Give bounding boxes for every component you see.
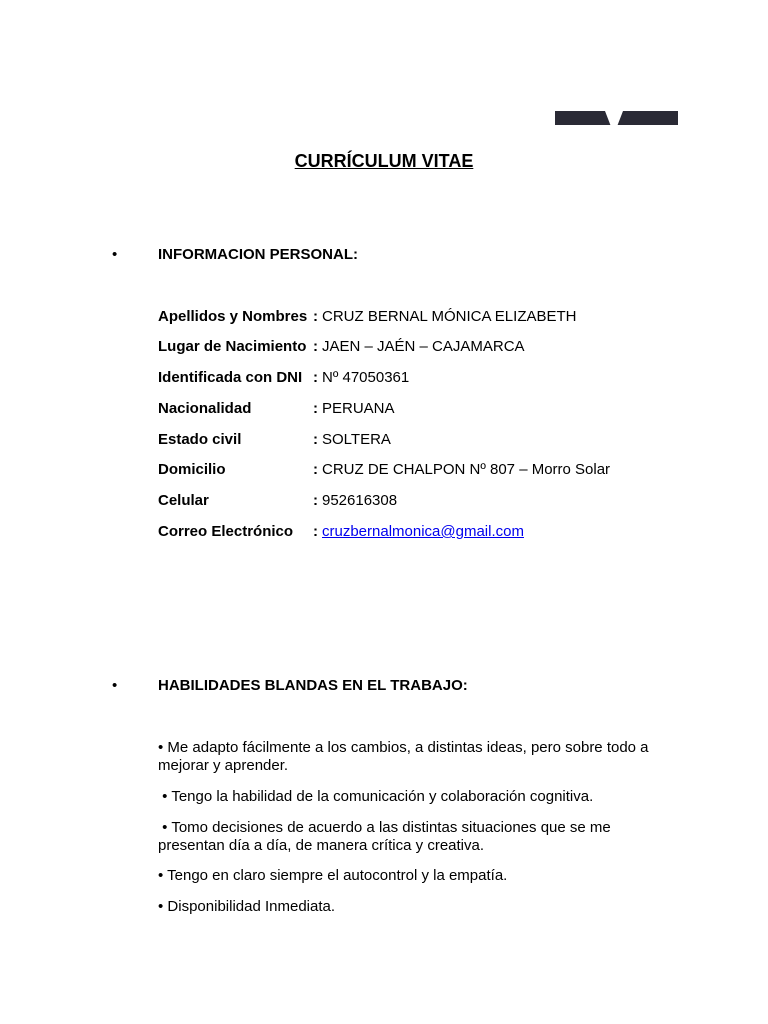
info-label: Lugar de Nacimiento — [158, 338, 307, 355]
info-label: Celular — [158, 492, 209, 509]
info-separator: : — [313, 523, 318, 540]
email-link[interactable]: cruzbernalmonica@gmail.com — [322, 523, 524, 540]
document-title: CURRÍCULUM VITAE — [294, 151, 474, 171]
soft-skills-heading-text: HABILIDADES BLANDAS EN EL TRABAJO: — [158, 677, 468, 694]
info-label: Estado civil — [158, 431, 242, 448]
profile-photo — [555, 111, 678, 125]
skill-item: • Tengo la habilidad de la comunicación y colaboración cognitiva. — [158, 788, 594, 805]
section-bullet: • — [112, 677, 118, 694]
skill-item: • Disponibilidad Inmediata. — [158, 898, 336, 915]
info-separator: : — [313, 461, 318, 478]
info-label: Apellidos y Nombres — [158, 308, 308, 325]
skill-item: • Tengo en claro siempre el autocontrol y la empatía. — [158, 867, 508, 884]
info-label: Nacionalidad — [158, 400, 252, 417]
info-label: Identificada con DNI — [158, 369, 303, 386]
info-value: SOLTERA — [322, 431, 391, 448]
info-separator: : — [313, 338, 318, 355]
skill-item: • Tomo decisiones de acuerdo a las distintas situaciones que se me presentan día a día, de manera crítica y creativa. — [158, 819, 615, 854]
info-separator: : — [313, 431, 318, 448]
info-separator: : — [313, 492, 318, 509]
personal-info-heading-text: INFORMACION PERSONAL: — [158, 246, 358, 263]
info-separator: : — [313, 400, 318, 417]
info-label: Correo Electrónico — [158, 523, 294, 540]
info-value: 952616308 — [322, 492, 398, 509]
photo-collar-detail — [605, 111, 623, 125]
info-value: PERUANA — [322, 400, 395, 417]
info-separator: : — [313, 369, 318, 386]
info-value: JAEN – JAÉN – CAJAMARCA — [322, 338, 525, 355]
skill-item: • Me adapto fácilmente a los cambios, a distintas ideas, pero sobre todo a mejorar y aprender. — [158, 739, 649, 774]
info-value: CRUZ DE CHALPON Nº 807 – Morro Solar — [322, 461, 611, 478]
info-value: Nº 47050361 — [322, 369, 410, 386]
info-value: CRUZ BERNAL MÓNICA ELIZABETH — [322, 308, 577, 325]
info-label: Domicilio — [158, 461, 226, 478]
section-bullet: • — [112, 246, 118, 263]
info-separator: : — [313, 308, 318, 325]
